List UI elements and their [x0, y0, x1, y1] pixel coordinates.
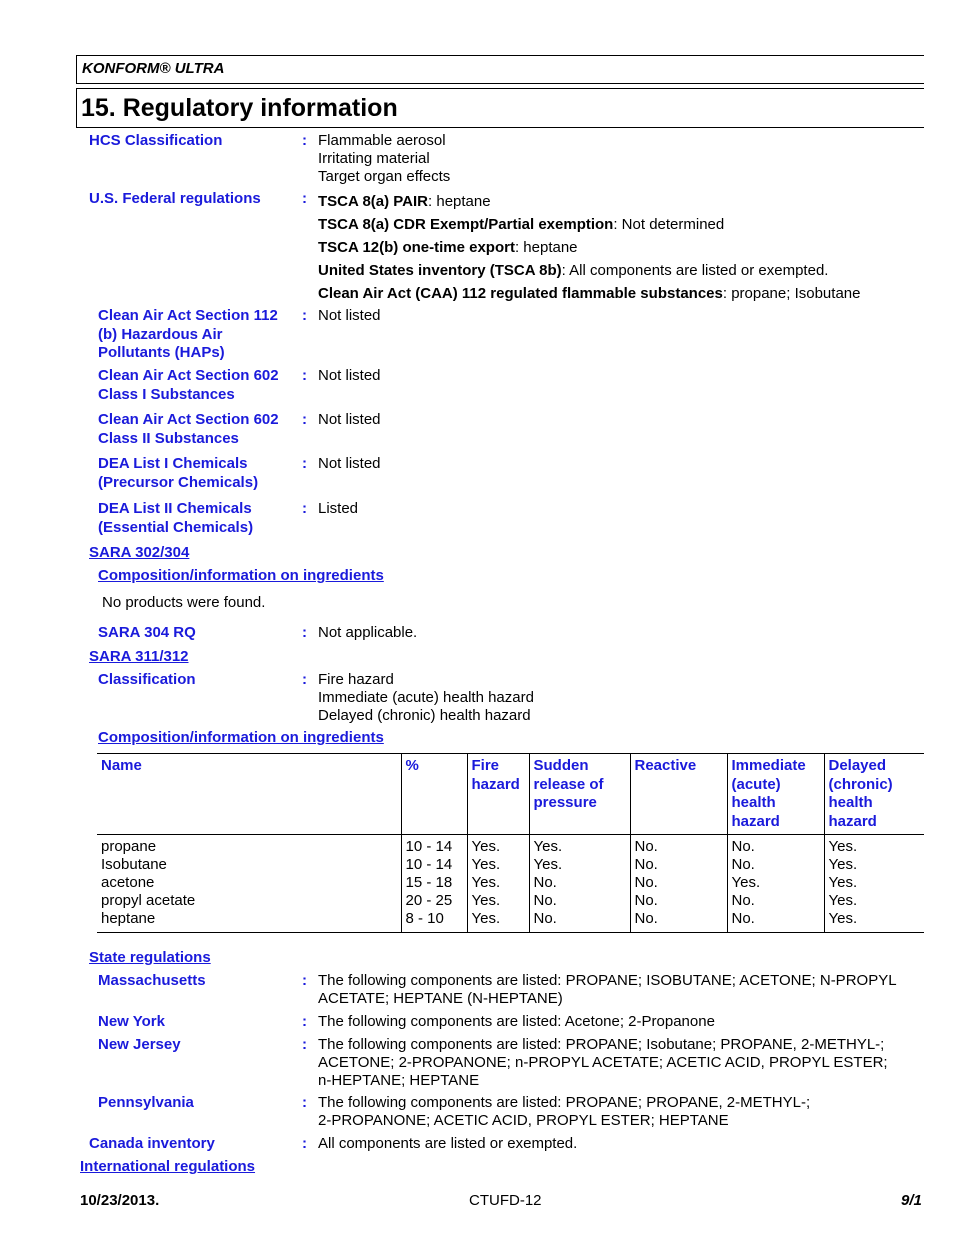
footer-page: 9/1: [901, 1192, 922, 1209]
federal-item-value: : All components are listed or exempted.: [561, 262, 829, 279]
newyork-value: The following components are listed: Acetone; 2-Propanone: [318, 1013, 715, 1030]
federal-item-value: : propane; Isobutane: [722, 285, 861, 302]
sara311-heading[interactable]: SARA 311/312: [89, 648, 189, 665]
federal-item-name: United States inventory (TSCA 8b): [318, 262, 562, 279]
federal-item-value: : heptane: [514, 239, 578, 256]
label-line: Clean Air Act Section 112: [98, 307, 278, 324]
newjersey-label: New Jersey: [98, 1036, 181, 1053]
hcs-value: Irritating material: [318, 150, 430, 167]
footer-date: 10/23/2013.: [80, 1192, 160, 1209]
colon: :: [302, 307, 307, 324]
federal-item-name: TSCA 12(b) one-time export: [318, 239, 515, 256]
colon: :: [302, 972, 307, 989]
state-regulations-heading[interactable]: State regulations: [89, 949, 211, 966]
dea-list1-value: Not listed: [318, 455, 381, 472]
massachusetts-label: Massachusetts: [98, 972, 206, 989]
label-line: DEA List II Chemicals: [98, 500, 252, 517]
col-header-name: Name: [97, 754, 401, 835]
caa602-class1-value: Not listed: [318, 367, 381, 384]
label-line: Clean Air Act Section 602: [98, 367, 279, 384]
federal-item-name: Clean Air Act (CAA) 112 regulated flammable substances: [318, 285, 723, 302]
footer-code: CTUFD-12: [469, 1192, 542, 1209]
federal-items: [318, 190, 860, 305]
cell-percent: 10 - 14 10 - 14 15 - 18 20 - 25 8 - 10: [401, 835, 467, 933]
no-products-text: No products were found.: [102, 594, 266, 611]
massachusetts-value: The following components are listed: PROPANE; ISOBUTANE; ACETONE; N-PROPYL ACETATE; HEPTANE (N-HEPTANE): [318, 972, 897, 1007]
composition-table: [97, 753, 924, 933]
colon: :: [302, 455, 307, 472]
federal-item-value: : Not determined: [613, 216, 725, 233]
canada-inventory-value: All components are listed or exempted.: [318, 1135, 578, 1152]
label-line: DEA List I Chemicals: [98, 455, 248, 472]
col-header-reactive: Reactive: [630, 754, 727, 835]
label-line: Pollutants (HAPs): [98, 344, 225, 361]
colon: :: [302, 367, 307, 384]
colon: :: [302, 671, 307, 688]
col-header-fire-hazard: Fire hazard: [467, 754, 529, 835]
colon: :: [302, 1013, 307, 1030]
product-name: KONFORM® ULTRA: [82, 60, 225, 77]
federal-item-value: : heptane: [428, 193, 491, 210]
sara304-rq-label: SARA 304 RQ: [98, 624, 196, 641]
label-line: (b) Hazardous Air: [98, 325, 223, 343]
canada-inventory-label: Canada inventory: [89, 1135, 215, 1152]
colon: :: [302, 500, 307, 517]
colon: :: [302, 1094, 307, 1111]
table-row: [97, 835, 924, 933]
classification-values: [318, 671, 534, 725]
caa602-class2-label: [98, 411, 279, 448]
caa112-label: [98, 307, 278, 363]
newyork-label: New York: [98, 1013, 165, 1030]
federal-item: [318, 282, 860, 305]
federal-item-name: TSCA 8(a) PAIR: [318, 193, 429, 210]
col-header-sudden-release: Sudden release of pressure: [529, 754, 630, 835]
hcs-value: Target organ effects: [318, 168, 451, 185]
label-line: Class II Substances: [98, 429, 239, 447]
hcs-label: HCS Classification: [89, 132, 223, 149]
international-regulations-heading[interactable]: International regulations: [80, 1158, 256, 1175]
table-header-row: [97, 754, 924, 835]
classification-value: Fire hazard: [318, 671, 394, 688]
classification-value: Immediate (acute) health hazard: [318, 689, 534, 706]
caa602-class1-label: [98, 367, 279, 404]
label-line: Class I Substances: [98, 385, 235, 403]
dea-list2-value: Listed: [318, 500, 359, 517]
col-header-delayed: Delayed (chronic) health hazard: [824, 754, 924, 835]
pennsylvania-value: The following components are listed: PROPANE; PROPANE, 2-METHYL-; 2-PROPANONE; ACETIC ACID, PROPYL ESTER; HEPTANE: [318, 1094, 811, 1129]
federal-item: [318, 190, 860, 213]
col-header-immediate: Immediate (acute) health hazard: [727, 754, 824, 835]
cell-fire-hazard: Yes. Yes. Yes. Yes. Yes.: [467, 835, 529, 933]
federal-item: [318, 213, 860, 236]
cell-delayed: Yes. Yes. Yes. Yes. Yes.: [824, 835, 924, 933]
caa602-class2-value: Not listed: [318, 411, 381, 428]
federal-item-name: TSCA 8(a) CDR Exempt/Partial exemption: [318, 216, 614, 233]
federal-item: [318, 236, 860, 259]
colon: :: [302, 624, 307, 641]
cell-sudden-release: Yes. Yes. No. No. No.: [529, 835, 630, 933]
federal-item: [318, 259, 860, 282]
col-header-percent: %: [401, 754, 467, 835]
colon: :: [302, 132, 307, 149]
federal-label: U.S. Federal regulations: [89, 190, 261, 207]
colon: :: [302, 1135, 307, 1152]
classification-label: Classification: [98, 671, 196, 688]
colon: :: [302, 190, 307, 207]
sara302-heading[interactable]: SARA 302/304: [89, 544, 190, 561]
classification-value: Delayed (chronic) health hazard: [318, 707, 531, 724]
label-line: (Essential Chemicals): [98, 518, 254, 536]
hcs-values: [318, 132, 450, 186]
sara304-rq-value: Not applicable.: [318, 624, 418, 641]
hcs-value: Flammable aerosol: [318, 132, 446, 149]
sara311-comp-heading[interactable]: Composition/information on ingredients: [98, 729, 384, 746]
caa112-value: Not listed: [318, 307, 381, 324]
dea-list2-label: [98, 500, 253, 537]
cell-reactive: No. No. No. No. No.: [630, 835, 727, 933]
colon: :: [302, 411, 307, 428]
label-line: Clean Air Act Section 602: [98, 411, 279, 428]
section-title: 15. Regulatory information: [81, 94, 398, 122]
section-header: [76, 88, 924, 128]
cell-immediate: No. No. Yes. No. No.: [727, 835, 824, 933]
sara302-comp-heading[interactable]: Composition/information on ingredients: [98, 567, 384, 584]
newjersey-value: The following components are listed: PROPANE; Isobutane; PROPANE, 2-METHYL-; ACETONE; 2-PROPANONE; n-PROPYL ACETATE; ACETIC ACID, PROPYL ESTER; n-HEPTANE; HEPTANE: [318, 1036, 888, 1089]
dea-list1-label: [98, 455, 258, 492]
pennsylvania-label: Pennsylvania: [98, 1094, 194, 1111]
cell-name: propane Isobutane acetone propyl acetate heptane: [97, 835, 401, 933]
label-line: (Precursor Chemicals): [98, 473, 259, 491]
colon: :: [302, 1036, 307, 1053]
product-header: [76, 55, 924, 84]
